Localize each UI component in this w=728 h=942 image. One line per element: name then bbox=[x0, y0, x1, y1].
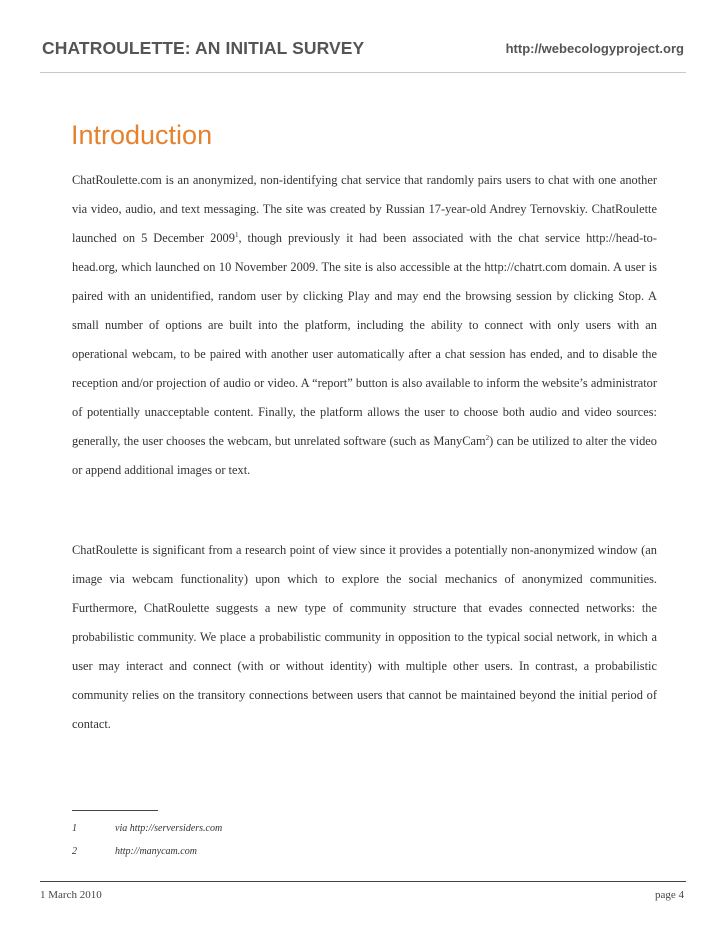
paragraph-intro-text-3: ) can be utilized to alter the video or append additional images or text. bbox=[72, 434, 657, 477]
page-number: page 4 bbox=[654, 889, 684, 901]
footnote-number: 2 bbox=[72, 846, 77, 857]
paragraph-significance: ChatRoulette is significant from a research point of view since it provides a potentially non-anonymized window (an image via webcam functionality) upon which to explore the social mechanics of anonymized communities. Furthermore, ChatRoulette suggests a new type of community structure that evades connected networks: the probabilistic community. We place a probabilistic community in opposition to the typical social network, in which a user may interact and connect (with or without identity) with multiple other users. In contrast, a probabilistic community relies on the transitory connections between users that cannot be maintained beyond the initial period of contact. bbox=[72, 543, 657, 731]
document-title: CHATROULETTE: AN INITIAL SURVEY bbox=[42, 38, 365, 58]
header-url-link[interactable]: http://webecologyproject.org bbox=[505, 41, 684, 56]
footer-date: 1 March 2010 bbox=[40, 889, 102, 901]
section-heading: Introduction bbox=[71, 120, 213, 151]
header-divider bbox=[40, 72, 686, 73]
paragraph-intro-text-1: ChatRoulette.com is an anonymized, non-identifying chat service that randomly pairs users to chat with one another via video, audio, and text messaging. The site was created by Russian 17-year-old Andrey Ternovskiy. ChatRoulette launched on 5 December 2009 bbox=[72, 173, 657, 245]
footnote-ref-2: 2 bbox=[485, 433, 490, 442]
footnote-divider bbox=[72, 810, 158, 811]
footnote-text: http://manycam.com bbox=[115, 846, 197, 857]
paragraph-intro bbox=[72, 166, 657, 485]
footnote-text: via http://serversiders.com bbox=[115, 823, 223, 834]
footnote-number: 1 bbox=[72, 823, 77, 834]
footer-divider bbox=[40, 881, 686, 882]
paragraph-intro-text-2: , though previously it had been associated with the chat service http://head-to-head.org, which launched on 10 November 2009. The site is also accessible at the http://chatrt.com domain. A user is paired with an unidentified, random user by clicking Play and may end the browsing session by clicking Stop. A small number of options are built into the platform, including the ability to connect with only users with an operational webcam, to be paired with another user automatically after a chat session has ended, and to disable the reception and/or projection of audio or video. A “report” button is also available to inform the website’s administrator of potentially unacceptable content. Finally, the platform allows the user to choose both audio and video sources: generally, the user chooses the webcam, but unrelated software (such as ManyCam bbox=[72, 231, 657, 448]
footnote-ref-1: 1 bbox=[234, 230, 239, 239]
